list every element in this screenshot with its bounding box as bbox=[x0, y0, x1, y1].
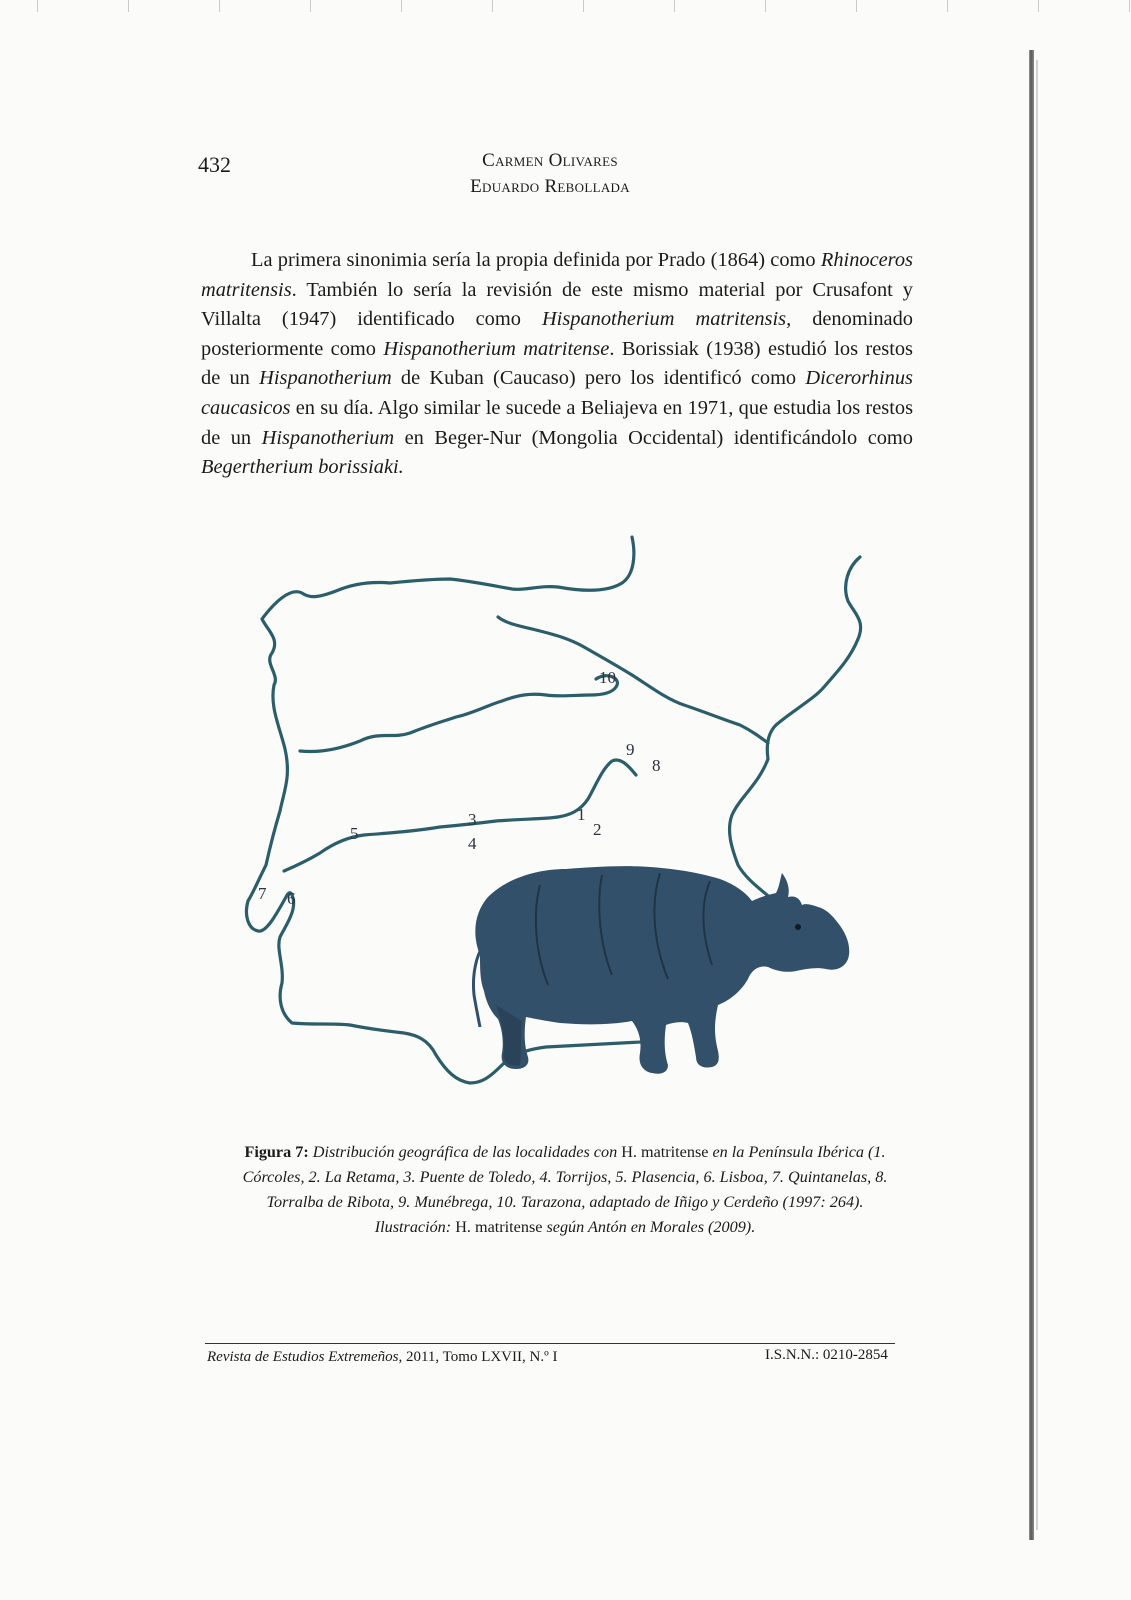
map-label-3: 3 bbox=[468, 810, 477, 829]
coastline-east bbox=[730, 557, 861, 899]
scan-binding-edge bbox=[1029, 50, 1034, 1540]
species-name: Hispanotherium bbox=[261, 426, 395, 449]
map-label-6: 6 bbox=[287, 889, 296, 908]
caption-species: H. matritense bbox=[455, 1218, 543, 1236]
map-illustration bbox=[240, 535, 890, 1115]
map-label-5: 5 bbox=[350, 824, 359, 843]
rhino-body bbox=[475, 866, 849, 1074]
author-name: Carmen Olivares bbox=[482, 150, 618, 171]
footer-rule bbox=[205, 1343, 895, 1344]
text-run: en su día. Algo similar le sucede a Beliajeva en 1971, que estudia los restos de un bbox=[201, 396, 913, 449]
species-name: Begertherium borissiaki. bbox=[201, 456, 404, 479]
body-paragraph bbox=[201, 246, 913, 483]
caption-text: Distribución geográfica de las localidades con bbox=[308, 1143, 622, 1161]
text-run: de Kuban (Caucaso) pero los identificó como bbox=[391, 367, 806, 390]
journal-title: Revista de Estudios Extremeños bbox=[207, 1349, 399, 1365]
map-label-4: 4 bbox=[468, 834, 477, 853]
text-run: La primera sinonimia sería la propia definida por Prado (1864) como bbox=[251, 249, 821, 271]
species-name: Hispanotherium bbox=[259, 367, 392, 390]
species-name: Rhinoceros matritensis bbox=[201, 249, 913, 301]
caption-text: Ilustración: bbox=[374, 1218, 456, 1236]
species-name: Hispanotherium matritensis, bbox=[541, 308, 792, 331]
figure-iberia-map bbox=[240, 535, 890, 1115]
river-duero bbox=[300, 676, 617, 752]
footer-issn: I.S.N.N.: 0210-2854 bbox=[765, 1347, 888, 1363]
running-header-authors bbox=[420, 148, 680, 200]
species-name: Dicerorhinus caucasicos bbox=[201, 367, 913, 419]
caption-text: en la Península Ibérica (1. Córcoles, 2. La Retama, 3. Puente de Toledo, 4. Torrijos, 5. Plasencia, 6. Lisboa, 7. Quintanelas, 8. Torralba de Ribota, 9. Munébrega, 10. Tarazona, adaptado de Iñigo y Cerdeño (1997: 264). bbox=[242, 1143, 888, 1211]
rhino-illustration bbox=[473, 866, 849, 1074]
map-label-8: 8 bbox=[652, 756, 661, 775]
map-label-9: 9 bbox=[626, 740, 635, 759]
text-run: . También lo sería la revisión de este mismo material por Crusafont y Villalta (1947) identificado como bbox=[201, 278, 913, 331]
scan-binding-shadow bbox=[1036, 60, 1038, 1530]
figure-caption bbox=[225, 1140, 905, 1240]
caption-species: H. matritense bbox=[621, 1143, 709, 1161]
author-name: Eduardo Rebollada bbox=[470, 176, 630, 197]
figure-label: Figura 7: bbox=[244, 1143, 309, 1161]
river-ebro bbox=[498, 617, 768, 743]
footer-citation bbox=[207, 1349, 558, 1366]
map-label-1: 1 bbox=[577, 805, 586, 824]
map-label-2: 2 bbox=[593, 820, 602, 839]
text-run: . Borissiak (1938) estudió los restos de un bbox=[201, 337, 913, 390]
text-run: en Beger-Nur (Mongolia Occidental) identificándolo como bbox=[394, 426, 913, 449]
rhino-eye bbox=[795, 924, 801, 930]
map-label-10: 10 bbox=[599, 668, 616, 687]
caption-text: según Antón en Morales (2009). bbox=[542, 1218, 756, 1236]
text-run: denominado posteriormente como bbox=[201, 308, 913, 360]
scan-top-specks bbox=[0, 0, 1131, 12]
species-name: Hispanotherium matritense bbox=[383, 337, 610, 360]
journal-details: , 2011, Tomo LXVII, N.º I bbox=[398, 1349, 558, 1365]
page-number: 432 bbox=[198, 152, 231, 177]
map-label-7: 7 bbox=[258, 884, 267, 903]
